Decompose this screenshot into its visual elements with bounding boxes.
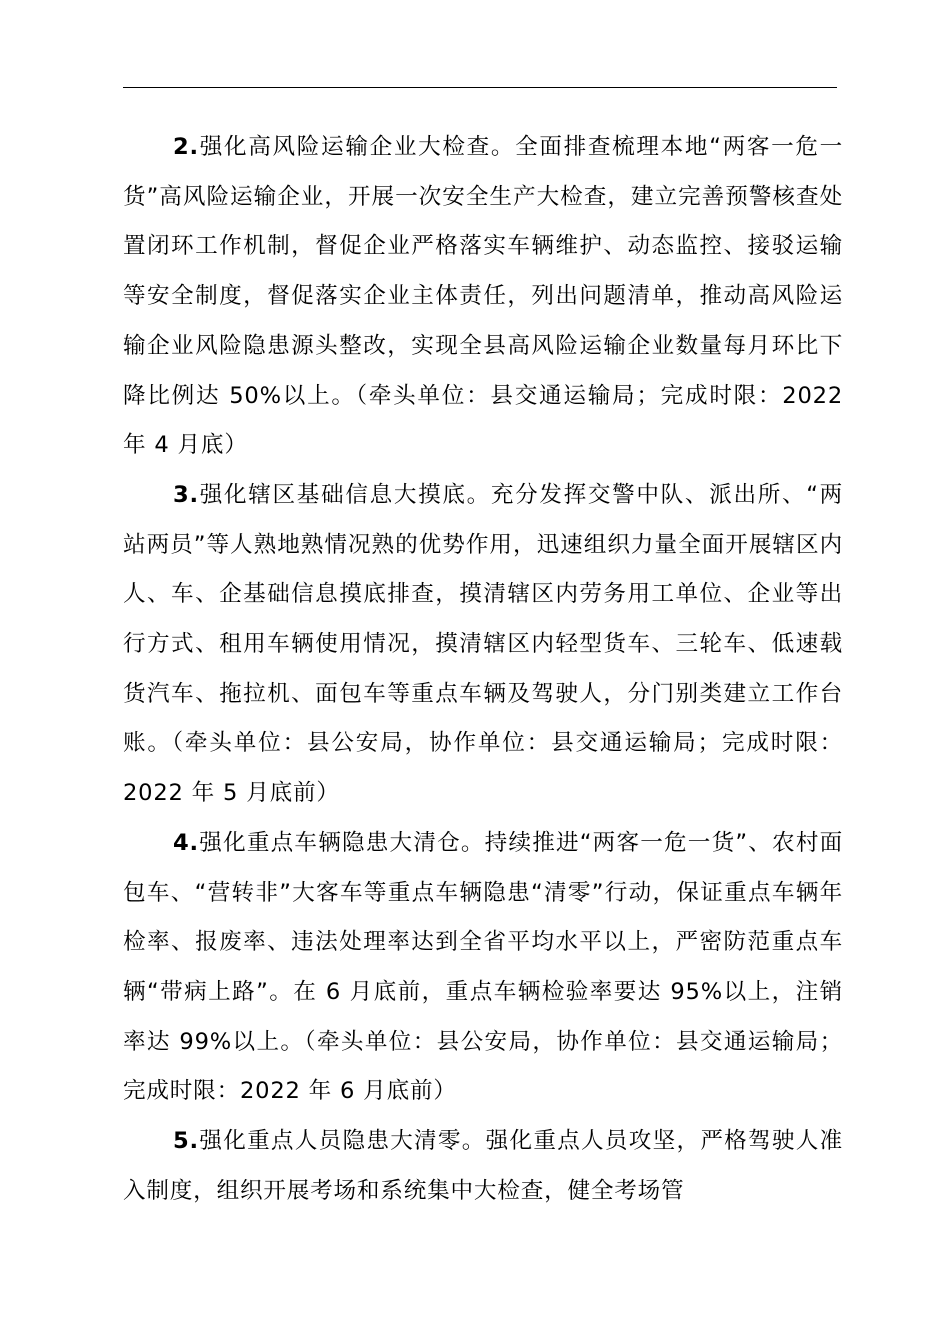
document-body: [123, 123, 843, 1216]
paragraph-number: 2.: [173, 134, 199, 160]
paragraph-item-2: [123, 123, 843, 471]
paragraph-text: 强化重点人员隐患大清零。强化重点人员攻坚，严格驾驶人准入制度，组织开展考场和系统集中大检查，健全考场管: [123, 1128, 843, 1204]
header-rule: [123, 87, 837, 88]
paragraph-text: 强化辖区基础信息大摸底。充分发挥交警中队、派出所、“两站两员”等人熟地熟情况熟的优势作用，迅速组织力量全面开展辖区内人、车、企基础信息摸底排查，摸清辖区内劳务用工单位、企业等出行方式、租用车辆使用情况，摸清辖区内轻型货车、三轮车、低速载货汽车、拖拉机、面包车等重点车辆及驾驶人，分门别类建立工作台账。（牵头单位：县公安局，协作单位：县交通运输局；完成时限：2022 年 5 月底前）: [123, 481, 843, 807]
paragraph-item-5: [123, 1117, 843, 1216]
paragraph-item-4: [123, 819, 843, 1117]
paragraph-number: 5.: [173, 1128, 199, 1155]
paragraph-number: 3.: [173, 481, 199, 508]
paragraph-item-3: [123, 471, 843, 819]
paragraph-text: 强化重点车辆隐患大清仓。持续推进“两客一危一货”、农村面包车、“营转非”大客车等重点车辆隐患“清零”行动，保证重点车辆年检率、报废率、违法处理率达到全省平均水平以上，严密防范重点车辆“带病上路”。在 6 月底前，重点车辆检验率要达 95%以上，注销率达 99%以上。（牵头单位：县公安局，协作单位：县交通运输局；完成时限：2022 年 6 月底前）: [123, 829, 843, 1105]
paragraph-text: 强化高风险运输企业大检查。全面排查梳理本地“两客一危一货”高风险运输企业，开展一次安全生产大检查，建立完善预警核查处置闭环工作机制，督促企业严格落实车辆维护、动态监控、接驳运输等安全制度，督促落实企业主体责任，列出问题清单，推动高风险运输企业风险隐患源头整改，实现全县高风险运输企业数量每月环比下降比例达 50%以上。（牵头单位：县交通运输局；完成时限：2022 年 4 月底）: [123, 134, 843, 459]
paragraph-number: 4.: [173, 829, 199, 856]
